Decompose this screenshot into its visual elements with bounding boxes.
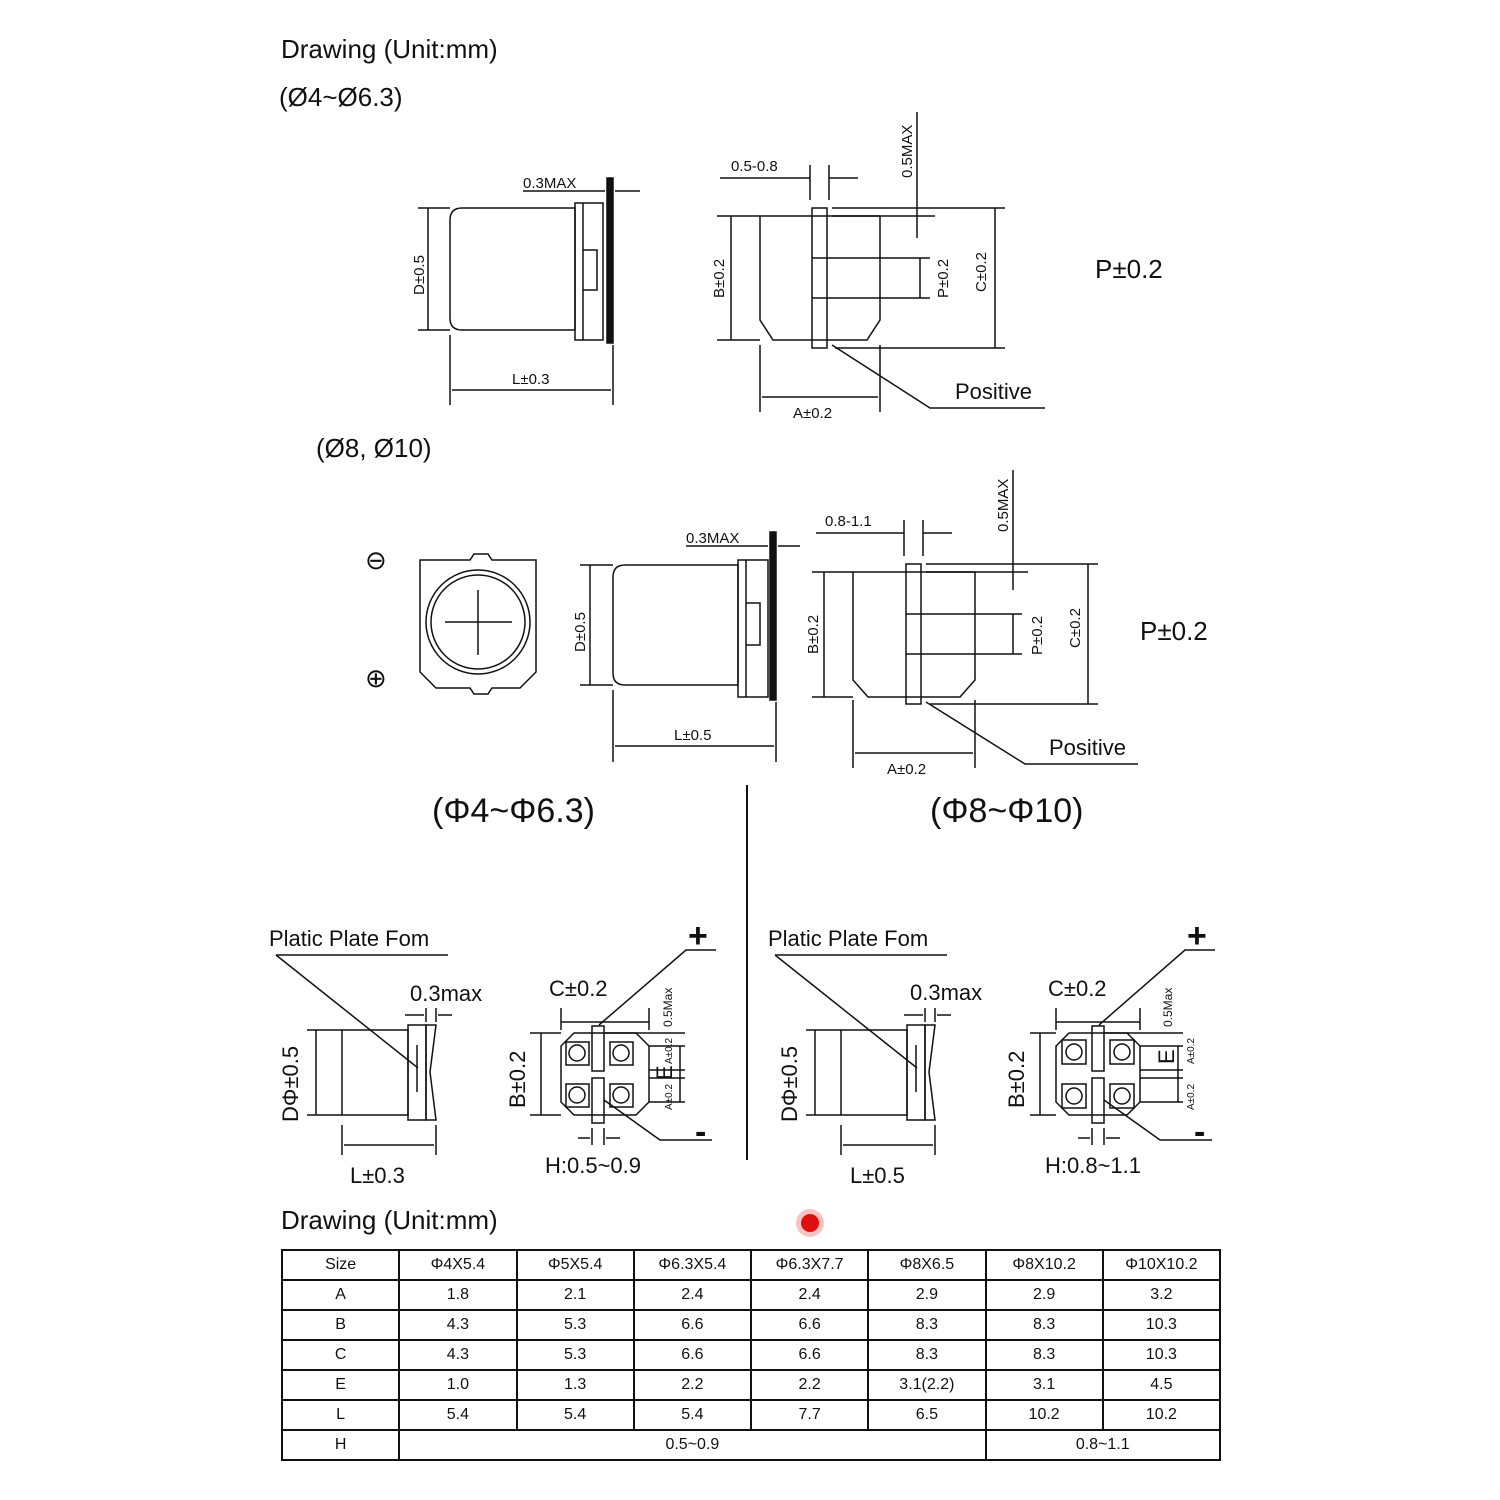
top-side-l: L±0.3 (512, 371, 550, 388)
table-row (282, 1400, 1220, 1430)
table-cell: 3.1 (986, 1370, 1103, 1400)
plate-right-c: C±0.2 (1048, 976, 1107, 1001)
drawing-title-table: Drawing (Unit:mm) (281, 1205, 498, 1235)
table-cell: 10.3 (1103, 1340, 1220, 1370)
table-cell: 6.6 (634, 1340, 751, 1370)
plate-right-a1: A±0.2 (1186, 1037, 1197, 1064)
table-cell: Φ5X5.4 (517, 1250, 634, 1280)
table-cell: 2.1 (517, 1280, 634, 1310)
mid-front-view (420, 554, 536, 694)
plate-right-max: 0.3max (910, 980, 983, 1005)
row-label: C (282, 1340, 399, 1370)
table-cell: 3.2 (1103, 1280, 1220, 1310)
row-label: L (282, 1400, 399, 1430)
row-label: B (282, 1310, 399, 1340)
top-side-max: 0.3MAX (523, 175, 577, 192)
plate-left-h: H:0.5~0.9 (545, 1153, 642, 1178)
table-cell: 5.4 (399, 1400, 516, 1430)
plate-right-minus: - (1194, 1113, 1206, 1151)
top-bottom-p: P±0.2 (935, 258, 952, 298)
plate-left-max2: 0.5Max (661, 987, 675, 1027)
table-cell: 10.2 (1103, 1400, 1220, 1430)
mid-bottom-positive: Positive (1049, 735, 1127, 760)
mid-bottom-lead: 0.8-1.1 (825, 513, 872, 530)
table-cell: 6.6 (751, 1310, 868, 1340)
table-cell: 1.8 (399, 1280, 516, 1310)
table-cell: 2.2 (751, 1370, 868, 1400)
table-cell: 3.1(2.2) (868, 1370, 985, 1400)
table-cell: 5.3 (517, 1310, 634, 1340)
table-cell: 0.8~1.1 (986, 1430, 1221, 1460)
table-cell: 4.3 (399, 1340, 516, 1370)
plate-right-b: B±0.2 (1004, 1050, 1029, 1108)
plate-left-l: L±0.3 (350, 1163, 405, 1188)
top-p-big: P±0.2 (1095, 254, 1163, 284)
table-cell: Φ6.3X5.4 (634, 1250, 751, 1280)
table-cell: 8.3 (986, 1340, 1103, 1370)
top-bottom-lead: 0.5-0.8 (731, 158, 778, 175)
top-side-d: D±0.5 (411, 255, 428, 295)
table-cell: 2.4 (751, 1280, 868, 1310)
top-bottom-c: C±0.2 (973, 252, 990, 292)
mid-p-big: P±0.2 (1140, 616, 1208, 646)
table-row (282, 1280, 1220, 1310)
mid-side-l: L±0.5 (674, 727, 712, 744)
plate-left-b: B±0.2 (505, 1050, 530, 1108)
top-bottom-view (717, 112, 1045, 412)
table-cell: 7.7 (751, 1400, 868, 1430)
top-bottom-max: 0.5MAX (899, 124, 916, 178)
mid-bottom-p: P±0.2 (1029, 615, 1046, 655)
plate-left-max: 0.3max (410, 981, 483, 1006)
range-large-title: (Ø8, Ø10) (316, 433, 432, 463)
section-large-title: (Φ8~Φ10) (930, 792, 1084, 830)
plus-polarity-icon: ⊕ (365, 663, 387, 693)
row-label: A (282, 1280, 399, 1310)
mid-bottom-a: A±0.2 (887, 761, 927, 778)
plate-right-title: Platic Plate Fom (768, 926, 929, 951)
table-cell: 2.9 (868, 1280, 985, 1310)
table-row (282, 1310, 1220, 1340)
plate-left-e: E (652, 1065, 677, 1080)
plate-left-a1: A±0.2 (664, 1037, 675, 1064)
row-label: Size (282, 1250, 399, 1280)
table-cell: 8.3 (868, 1340, 985, 1370)
plate-right-d: DΦ±0.5 (777, 1045, 802, 1122)
plate-left-d: DΦ±0.5 (278, 1045, 303, 1122)
table-row (282, 1340, 1220, 1370)
table-cell: 6.6 (634, 1310, 751, 1340)
plate-right-h: H:0.8~1.1 (1045, 1153, 1142, 1178)
row-label: E (282, 1370, 399, 1400)
table-cell: Φ8X10.2 (986, 1250, 1103, 1280)
table-cell: 8.3 (868, 1310, 985, 1340)
table-cell: Φ10X10.2 (1103, 1250, 1220, 1280)
table-cell: 6.6 (751, 1340, 868, 1370)
mid-side-max: 0.3MAX (686, 530, 740, 547)
row-label: H (282, 1430, 399, 1460)
plate-right-diagram (775, 950, 1215, 1155)
plate-right-a2: A±0.2 (1186, 1083, 1197, 1110)
table-cell: 4.3 (399, 1310, 516, 1340)
table-cell: 5.4 (634, 1400, 751, 1430)
plate-right-e: E (1154, 1049, 1179, 1064)
plate-right-plus: + (1187, 917, 1207, 955)
section-small-title: (Φ4~Φ6.3) (432, 792, 595, 830)
range-small-title: (Ø4~Ø6.3) (279, 82, 403, 112)
table-cell: 10.2 (986, 1400, 1103, 1430)
table-row (282, 1370, 1220, 1400)
minus-polarity-icon: ⊖ (365, 545, 387, 575)
table-row (282, 1430, 1220, 1460)
plate-left-minus: - (695, 1113, 707, 1151)
table-cell: 5.3 (517, 1340, 634, 1370)
plate-left-diagram (276, 950, 716, 1155)
table-header-row (282, 1250, 1220, 1280)
mid-bottom-b: B±0.2 (805, 614, 822, 654)
table-cell: 2.4 (634, 1280, 751, 1310)
plate-left-c: C±0.2 (549, 976, 608, 1001)
table-cell: 0.5~0.9 (399, 1430, 985, 1460)
table-cell: 1.3 (517, 1370, 634, 1400)
dimensions-table (281, 1249, 1221, 1461)
top-bottom-positive: Positive (955, 379, 1033, 404)
table-cell: 2.2 (634, 1370, 751, 1400)
top-bottom-b: B±0.2 (711, 258, 728, 298)
table-cell: 8.3 (986, 1310, 1103, 1340)
table-cell: 1.0 (399, 1370, 516, 1400)
table-cell: 2.9 (986, 1280, 1103, 1310)
plate-left-plus: + (688, 917, 708, 955)
top-bottom-a: A±0.2 (793, 405, 833, 422)
plate-right-l: L±0.5 (850, 1163, 905, 1188)
mid-bottom-c: C±0.2 (1067, 608, 1084, 648)
table-cell: Φ6.3X7.7 (751, 1250, 868, 1280)
drawing-title-top: Drawing (Unit:mm) (281, 34, 498, 64)
plate-right-max2: 0.5Max (1161, 987, 1175, 1027)
mid-side-d: D±0.5 (572, 612, 589, 652)
mid-bottom-max: 0.5MAX (995, 478, 1012, 532)
plate-left-title: Platic Plate Fom (269, 926, 430, 951)
table-cell: Φ8X6.5 (868, 1250, 985, 1280)
table-cell: 6.5 (868, 1400, 985, 1430)
table-cell: 5.4 (517, 1400, 634, 1430)
table-cell: Φ4X5.4 (399, 1250, 516, 1280)
table-cell: 4.5 (1103, 1370, 1220, 1400)
table-cell: 10.3 (1103, 1310, 1220, 1340)
plate-left-a2: A±0.2 (664, 1083, 675, 1110)
